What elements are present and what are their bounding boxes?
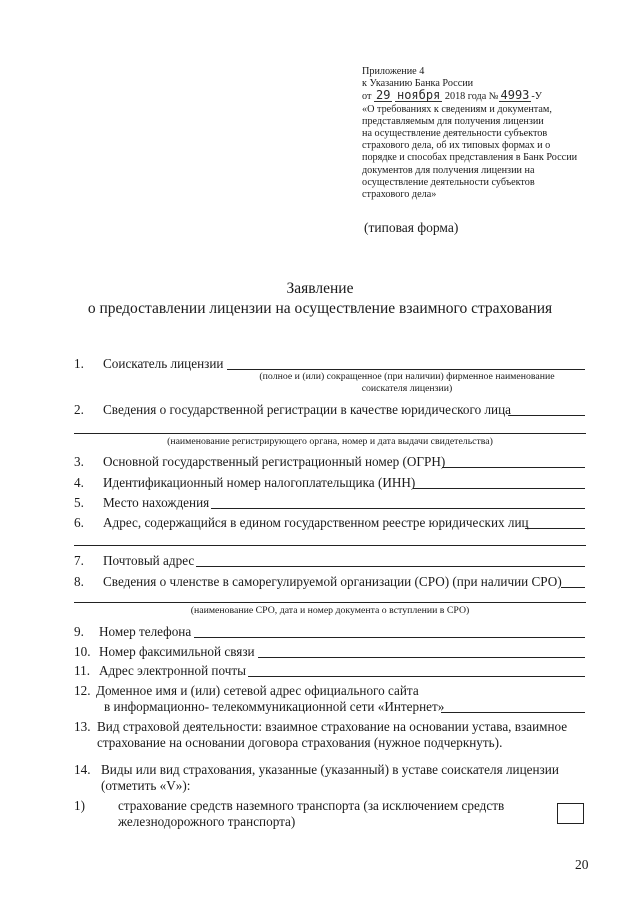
appendix-label: Приложение 4	[362, 66, 425, 77]
item-number-13: 13.	[74, 719, 91, 734]
appendix-desc-7: осуществление деятельности субъектов	[362, 176, 535, 188]
appendix-header	[362, 66, 577, 201]
handwritten-doc-number: 4993	[500, 88, 530, 103]
sro-input-line-1[interactable]	[561, 587, 585, 588]
item-number-8: 8.	[74, 574, 84, 589]
sro-note: (наименование СРО, дата и номер документа о вступлении в СРО)	[190, 605, 470, 616]
applicant-note-line1: (полное и (или) сокращенное (при наличии) фирменное наименование	[259, 371, 555, 382]
ground-transport-checkbox[interactable]	[557, 803, 584, 824]
appendix-desc-8: страхового дела»	[362, 189, 437, 201]
document-title: Заявление	[286, 280, 354, 297]
phone-input-line[interactable]	[194, 637, 585, 638]
item-number-11: 11.	[74, 663, 90, 678]
item-insurance-types-line1: Виды или вид страхования, указанные (указанный) в уставе соискателя лицензии	[101, 762, 559, 777]
item-sro-label: Сведения о членстве в саморегулируемой организации (СРО) (при наличии СРО)	[103, 574, 562, 589]
applicant-note-line2: соискателя лицензии)	[361, 383, 453, 394]
page-number: 20	[575, 857, 589, 872]
item-phone-label: Номер телефона	[99, 624, 192, 639]
subitem-ground-transport-line1: страхование средств наземного транспорта (за исключением средств	[118, 798, 505, 813]
subitem-ground-transport-line2: железнодорожного транспорта)	[118, 814, 296, 829]
item-number-10: 10.	[74, 644, 91, 659]
applicant-note	[232, 371, 582, 395]
item-number-2: 2.	[74, 402, 84, 417]
appendix-date-line	[362, 90, 577, 103]
form-type-label: (типовая форма)	[364, 220, 459, 235]
item-applicant-label: Соискатель лицензии	[103, 356, 224, 371]
doc-suffix: -У	[531, 91, 543, 103]
item-insurance-activity-line2: страхование на основании договора страхования (нужное подчеркнуть).	[97, 735, 503, 750]
item-number-7: 7.	[74, 553, 84, 568]
registration-note: (наименование регистрирующего органа, номер и дата выдачи свидетельства)	[167, 436, 493, 447]
postal-address-input-line[interactable]	[196, 566, 585, 567]
item-postal-address-label: Почтовый адрес	[103, 553, 195, 568]
inn-input-line[interactable]	[413, 488, 585, 489]
appendix-desc-6: документов для получения лицензии на	[362, 164, 535, 176]
item-number-12: 12.	[74, 683, 91, 698]
item-website-label-line2: в информационно- телекоммуникационной сети «Интернет»	[104, 699, 445, 714]
applicant-input-line[interactable]	[227, 369, 585, 370]
handwritten-month: ноября	[396, 88, 441, 103]
registration-input-line-2[interactable]	[74, 433, 586, 434]
item-number-9: 9.	[74, 624, 84, 639]
appendix-desc-2: представляемым для получения лицензии	[362, 115, 544, 127]
appendix-desc-1: «О требованиях к сведениям и документам,	[362, 103, 552, 115]
date-year: 2018 года №	[444, 91, 499, 103]
appendix-desc-4: страхового дела, об их типовых формах и о	[362, 140, 551, 152]
item-insurance-activity-line1: Вид страховой деятельности: взаимное страхование на основании устава, взаимное	[97, 719, 568, 734]
item-email-label: Адрес электронной почты	[99, 663, 246, 678]
item-inn-label: Идентификационный номер налогоплательщика (ИНН)	[103, 475, 416, 490]
item-number-6: 6.	[74, 515, 84, 530]
item-fax-label: Номер факсимильной связи	[99, 644, 255, 659]
ogrn-input-line[interactable]	[442, 467, 585, 468]
subitem-number-1: 1)	[74, 798, 85, 813]
sro-input-line-2[interactable]	[74, 602, 586, 603]
date-prefix: от	[362, 91, 372, 103]
document-subtitle: о предоставлении лицензии на осуществление взаимного страхования	[87, 300, 553, 317]
item-egrul-address-label: Адрес, содержащийся в едином государственном реестре юридических лиц	[103, 515, 529, 530]
appendix-desc-3: на осуществление деятельности субъектов	[362, 128, 548, 140]
email-input-line[interactable]	[248, 676, 585, 677]
item-number-1: 1.	[74, 356, 84, 371]
item-number-3: 3.	[74, 454, 84, 469]
registration-input-line-1[interactable]	[508, 415, 585, 416]
fax-input-line[interactable]	[258, 657, 585, 658]
item-registration-label: Сведения о государственной регистрации в качестве юридического лица	[103, 402, 512, 417]
item-ogrn-label: Основной государственный регистрационный номер (ОГРН)	[103, 454, 446, 469]
item-website-label-line1: Доменное имя и (или) сетевой адрес официального сайта	[96, 683, 419, 698]
appendix-desc-5: порядке и способах представления в Банк России	[362, 152, 578, 164]
handwritten-day: 29	[375, 88, 391, 103]
website-input-line[interactable]	[441, 712, 585, 713]
item-number-14: 14.	[74, 762, 91, 777]
egrul-address-input-line-1[interactable]	[525, 528, 585, 529]
item-number-5: 5.	[74, 495, 84, 510]
appendix-reference: к Указанию Банка России	[362, 78, 474, 90]
egrul-address-input-line-2[interactable]	[74, 545, 586, 546]
item-insurance-types-line2: (отметить «V»):	[101, 778, 191, 793]
item-location-label: Место нахождения	[103, 495, 210, 510]
location-input-line[interactable]	[211, 508, 585, 509]
item-number-4: 4.	[74, 475, 84, 490]
